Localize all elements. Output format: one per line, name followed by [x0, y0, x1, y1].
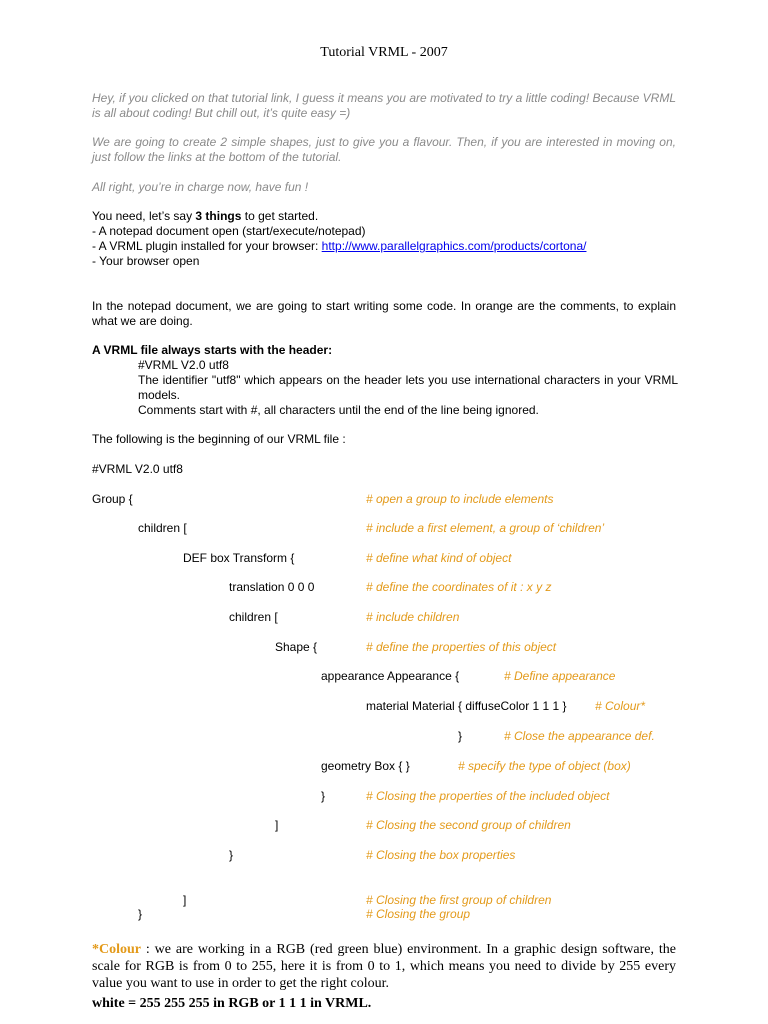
requirement-item-1: - A notepad document open (start/execute/notepad): [92, 224, 366, 238]
code-comment: # Close the appearance def.: [504, 729, 655, 743]
colour-note-text: : we are working in a RGB (red green blue) environment. In a graphic design software, the scale for RGB is from 0 to 255, here it is from 0 to 1, which means you need to divide by 255 every value you want to use in order to get the right colour.: [92, 942, 676, 991]
header-line-2: The identifier "utf8" which appears on the header lets you use international characters in your VRML models.: [138, 373, 678, 402]
notepad-paragraph: In the notepad document, we are going to start writing some code. In orange are the comments, to explain what we are doing.: [92, 299, 676, 328]
code-comment: # define what kind of object: [366, 551, 512, 565]
code-line: }: [321, 789, 326, 803]
code-line: DEF box Transform {: [183, 551, 295, 565]
page-title: Tutorial VRML - 2007: [320, 45, 448, 60]
code-comment: # include children: [366, 610, 460, 624]
colour-note-label: *Colour: [92, 942, 141, 957]
requirements-suffix: to get started.: [241, 209, 319, 223]
code-comment: # include a first element, a group of ‘children’: [366, 521, 605, 535]
code-comment: # specify the type of object (box): [458, 759, 631, 773]
code-comment: # Closing the group: [366, 907, 471, 921]
code-line: geometry Box { }: [321, 759, 410, 773]
code-line: appearance Appearance {: [321, 669, 460, 683]
header-heading: A VRML file always starts with the header:: [92, 343, 333, 357]
requirements-intro: [92, 209, 318, 224]
requirement-item-2-prefix: - A VRML plugin installed for your browser:: [92, 239, 322, 253]
following-text: The following is the beginning of our VRML file :: [92, 432, 346, 446]
code-line: Shape {: [275, 640, 318, 654]
code-comment: # Define appearance: [504, 669, 616, 683]
code-line: }: [229, 848, 234, 862]
code-line: ]: [275, 818, 279, 832]
code-comment: # define the properties of this object: [366, 640, 557, 654]
code-comment: # open a group to include elements: [366, 492, 554, 506]
code-line: Group {: [92, 492, 133, 506]
requirement-item-2: [92, 239, 586, 254]
code-line: children [: [138, 521, 187, 535]
code-comment: # Closing the box properties: [366, 848, 516, 862]
header-line-3: Comments start with #, all characters until the end of the line being ignored.: [138, 403, 539, 417]
colour-note: [92, 941, 676, 992]
code-comment: # Colour*: [595, 699, 646, 713]
intro-paragraph-2: We are going to create 2 simple shapes, just to give you a flavour. Then, if you are interested in moving on, just follow the links at the bottom of the tutorial.: [92, 135, 676, 164]
code-line: }: [458, 729, 463, 743]
vrml-header-line: #VRML V2.0 utf8: [92, 462, 183, 476]
intro-paragraph-1: Hey, if you clicked on that tutorial link, I guess it means you are motivated to try a little coding! Because VRML is all about coding! But chill out, it’s quite easy =): [92, 91, 676, 120]
code-comment: # Closing the first group of children: [366, 893, 552, 907]
intro-paragraph-3: All right, you’re in charge now, have fun !: [92, 180, 309, 194]
requirements-bold: 3 things: [195, 209, 242, 223]
code-line: }: [138, 907, 143, 921]
requirements-prefix: You need, let’s say: [92, 209, 196, 223]
code-line: children [: [229, 610, 278, 624]
code-comment: # define the coordinates of it : x y z: [366, 580, 552, 594]
code-line: translation 0 0 0: [229, 580, 315, 594]
code-line: material Material { diffuseColor 1 1 1 }: [366, 699, 567, 713]
header-line-1: #VRML V2.0 utf8: [138, 358, 229, 372]
requirement-item-3: - Your browser open: [92, 254, 200, 268]
code-comment: # Closing the second group of children: [366, 818, 571, 832]
code-comment: # Closing the properties of the included object: [366, 789, 610, 803]
cortona-link[interactable]: http://www.parallelgraphics.com/products/cortona/: [321, 239, 587, 253]
colour-note-bold-line: white = 255 255 255 in RGB or 1 1 1 in VRML.: [92, 996, 372, 1011]
code-line: ]: [183, 893, 187, 907]
